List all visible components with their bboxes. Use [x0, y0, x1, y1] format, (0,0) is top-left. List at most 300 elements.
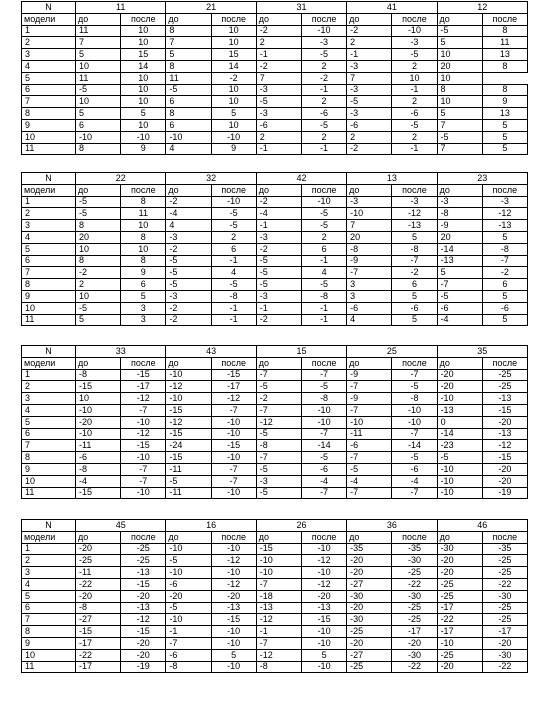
table-row [22, 428, 528, 440]
after-value-cell: -7 [301, 369, 346, 381]
after-value-cell: 10 [211, 84, 256, 96]
after-value-cell: -6 [301, 463, 346, 475]
after-value-cell: 10 [211, 37, 256, 49]
model-number-cell: 6 [22, 255, 76, 267]
after-value-cell: -1 [301, 314, 346, 326]
n-header: N [22, 346, 76, 358]
model-number-cell: 9 [22, 290, 76, 302]
model-number-cell: 2 [22, 37, 76, 49]
after-value-cell: -12 [482, 440, 527, 452]
before-value-cell: -17 [76, 637, 121, 649]
table-row [22, 463, 528, 475]
before-value-cell: 8 [76, 220, 121, 232]
before-value-cell: 20 [437, 231, 482, 243]
model-number-cell: 10 [22, 131, 76, 143]
after-value-cell: -17 [392, 626, 437, 638]
before-value-cell: -1 [166, 626, 211, 638]
before-value-cell: -3 [256, 108, 301, 120]
after-value-cell: 10 [121, 37, 166, 49]
after-value-cell: -25 [121, 555, 166, 567]
before-value-cell: -24 [166, 440, 211, 452]
table-row [22, 131, 528, 143]
data-table-1 [21, 1, 528, 155]
after-value-cell: -3 [392, 37, 437, 49]
before-value-cell: -11 [347, 428, 392, 440]
table-row [22, 567, 528, 579]
before-value-cell: 20 [347, 231, 392, 243]
after-value-cell: -25 [482, 614, 527, 626]
before-header: до [437, 531, 482, 543]
after-value-cell: -20 [121, 637, 166, 649]
after-value-cell: -20 [301, 590, 346, 602]
before-value-cell: -8 [76, 369, 121, 381]
model-number-cell: 4 [22, 231, 76, 243]
before-value-cell: 0 [437, 416, 482, 428]
before-value-cell: -20 [347, 555, 392, 567]
after-value-cell: -10 [301, 196, 346, 208]
after-value-cell: 14 [211, 60, 256, 72]
before-value-cell: -1 [347, 49, 392, 61]
before-value-cell: -8 [76, 602, 121, 614]
model-number-cell: 9 [22, 119, 76, 131]
after-value-cell: -1 [392, 143, 437, 155]
after-value-cell: -10 [211, 131, 256, 143]
model-number-cell: 7 [22, 96, 76, 108]
after-value-cell: 5 [482, 119, 527, 131]
model-header: модели [22, 184, 76, 196]
before-value-cell: -3 [256, 475, 301, 487]
after-value-cell: -12 [121, 428, 166, 440]
before-value-cell: -13 [256, 602, 301, 614]
model-number-cell: 4 [22, 578, 76, 590]
model-number-cell: 1 [22, 369, 76, 381]
before-value-cell: 7 [437, 119, 482, 131]
table-row [22, 555, 528, 567]
after-value-cell: -14 [301, 440, 346, 452]
model-number-cell: 8 [22, 626, 76, 638]
after-value-cell: 5 [211, 649, 256, 661]
before-value-cell: -9 [347, 255, 392, 267]
before-value-cell: -20 [166, 590, 211, 602]
model-number-cell: 8 [22, 279, 76, 291]
before-value-cell: -4 [256, 208, 301, 220]
before-value-cell: -11 [166, 487, 211, 499]
before-value-cell: -2 [256, 196, 301, 208]
after-value-cell: -5 [392, 381, 437, 393]
before-value-cell: 2 [347, 37, 392, 49]
model-header: модели [22, 357, 76, 369]
after-value-cell: 10 [121, 119, 166, 131]
before-value-cell: -14 [437, 428, 482, 440]
table-row [22, 25, 528, 37]
before-value-cell: -8 [76, 463, 121, 475]
model-number-cell: 10 [22, 475, 76, 487]
before-value-cell: -9 [347, 393, 392, 405]
before-value-cell: -12 [166, 381, 211, 393]
table-row [22, 267, 528, 279]
before-value-cell: -2 [256, 60, 301, 72]
before-value-cell: -2 [166, 302, 211, 314]
table-row [22, 543, 528, 555]
before-header: до [437, 13, 482, 25]
after-value-cell: -20 [392, 637, 437, 649]
after-value-cell: -5 [301, 381, 346, 393]
after-value-cell: -7 [121, 463, 166, 475]
after-header: после [301, 184, 346, 196]
after-value-cell: -10 [121, 416, 166, 428]
before-value-cell: -2 [256, 25, 301, 37]
after-header: после [482, 184, 527, 196]
after-value-cell: 11 [121, 208, 166, 220]
n-header: N [22, 173, 76, 185]
before-value-cell: -11 [76, 440, 121, 452]
after-value-cell: -5 [211, 208, 256, 220]
before-value-cell: -27 [347, 578, 392, 590]
before-value-cell: -10 [166, 393, 211, 405]
before-value-cell: -12 [256, 649, 301, 661]
after-value-cell: 15 [211, 49, 256, 61]
table-row [22, 393, 528, 405]
model-number-cell: 3 [22, 49, 76, 61]
after-value-cell: -15 [121, 440, 166, 452]
after-header: после [482, 531, 527, 543]
before-value-cell: -30 [347, 614, 392, 626]
after-value-cell: -12 [392, 208, 437, 220]
table-row [22, 231, 528, 243]
after-value-cell: -15 [482, 404, 527, 416]
after-value-cell: 8 [121, 196, 166, 208]
after-value-cell: -13 [211, 602, 256, 614]
after-value-cell: -12 [121, 614, 166, 626]
after-value-cell: -1 [211, 314, 256, 326]
before-value-cell: -7 [347, 487, 392, 499]
after-header: после [211, 13, 256, 25]
before-value-cell: -35 [347, 543, 392, 555]
before-value-cell: 10 [76, 96, 121, 108]
table-row [22, 208, 528, 220]
after-value-cell: -10 [211, 626, 256, 638]
after-value-cell: -13 [482, 393, 527, 405]
code-header: 25 [347, 346, 437, 358]
before-header: до [437, 184, 482, 196]
model-number-cell: 5 [22, 416, 76, 428]
after-value-cell: -19 [121, 661, 166, 673]
before-value-cell: 11 [76, 25, 121, 37]
after-value-cell: -13 [301, 602, 346, 614]
before-value-cell: -5 [256, 255, 301, 267]
after-value-cell: 10 [121, 96, 166, 108]
after-value-cell: -5 [211, 279, 256, 291]
before-value-cell: -3 [347, 196, 392, 208]
before-value-cell: -5 [166, 555, 211, 567]
model-number-cell: 5 [22, 243, 76, 255]
before-value-cell: -3 [166, 231, 211, 243]
after-value-cell: -20 [482, 475, 527, 487]
before-value-cell: -7 [256, 404, 301, 416]
code-header: 15 [256, 346, 346, 358]
after-value-cell: -6 [301, 108, 346, 120]
before-value-cell: -17 [437, 626, 482, 638]
after-value-cell: -25 [482, 555, 527, 567]
before-value-cell: -15 [166, 452, 211, 464]
table-row [22, 49, 528, 61]
table-row [22, 243, 528, 255]
before-value-cell: -2 [166, 314, 211, 326]
before-value-cell: -14 [437, 243, 482, 255]
after-value-cell: -13 [482, 428, 527, 440]
table-row [22, 302, 528, 314]
after-value-cell: -30 [392, 555, 437, 567]
before-value-cell: 7 [347, 72, 392, 84]
code-header: 13 [347, 173, 437, 185]
before-value-cell: -5 [347, 96, 392, 108]
before-value-cell: 10 [437, 49, 482, 61]
before-value-cell: -3 [347, 60, 392, 72]
table-row [22, 314, 528, 326]
code-header: 36 [347, 520, 437, 532]
after-value-cell: 8 [482, 84, 527, 96]
after-header: после [211, 357, 256, 369]
model-number-cell: 9 [22, 637, 76, 649]
before-value-cell: -5 [437, 131, 482, 143]
after-value-cell: -8 [211, 290, 256, 302]
before-value-cell: -11 [76, 567, 121, 579]
before-value-cell: -25 [437, 578, 482, 590]
table-row [22, 60, 528, 72]
after-value-cell: 5 [211, 108, 256, 120]
before-value-cell: -5 [76, 84, 121, 96]
before-header: до [437, 357, 482, 369]
data-table-2 [21, 172, 528, 326]
table-row [22, 404, 528, 416]
before-value-cell: -8 [347, 243, 392, 255]
table-row [22, 108, 528, 120]
before-value-cell: -13 [437, 404, 482, 416]
after-value-cell: 6 [482, 279, 527, 291]
before-value-cell: -10 [166, 614, 211, 626]
data-table-4 [21, 519, 528, 673]
after-value-cell: -20 [121, 649, 166, 661]
before-value-cell: -2 [347, 143, 392, 155]
table-row [22, 440, 528, 452]
after-header: после [301, 13, 346, 25]
before-value-cell: -10 [166, 543, 211, 555]
before-value-cell: -7 [437, 279, 482, 291]
after-value-cell: -8 [392, 243, 437, 255]
after-value-cell: 5 [392, 314, 437, 326]
model-number-cell: 11 [22, 314, 76, 326]
table-row [22, 602, 528, 614]
before-value-cell: 5 [76, 314, 121, 326]
after-value-cell: -10 [211, 416, 256, 428]
before-value-cell: 6 [166, 96, 211, 108]
before-value-cell: -3 [347, 84, 392, 96]
table-row [22, 37, 528, 49]
after-value-cell: 6 [301, 243, 346, 255]
after-value-cell: -6 [392, 108, 437, 120]
before-value-cell: 6 [76, 119, 121, 131]
model-number-cell: 3 [22, 220, 76, 232]
after-value-cell: -10 [211, 661, 256, 673]
model-number-cell: 11 [22, 487, 76, 499]
before-header: до [166, 531, 211, 543]
before-value-cell: -30 [347, 590, 392, 602]
before-value-cell: -3 [166, 290, 211, 302]
model-number-cell: 6 [22, 84, 76, 96]
model-number-cell: 2 [22, 381, 76, 393]
after-value-cell: -1 [301, 302, 346, 314]
after-value-cell: 6 [121, 279, 166, 291]
model-header: модели [22, 13, 76, 25]
after-value-cell: -1 [301, 84, 346, 96]
code-header: 32 [166, 173, 256, 185]
after-value-cell: -13 [482, 220, 527, 232]
before-value-cell: 11 [166, 72, 211, 84]
before-value-cell: -2 [256, 314, 301, 326]
table-row [22, 590, 528, 602]
after-value-cell: -35 [482, 543, 527, 555]
after-value-cell: -7 [392, 369, 437, 381]
after-value-cell: 2 [211, 231, 256, 243]
after-value-cell: -7 [301, 487, 346, 499]
after-value-cell: -25 [392, 567, 437, 579]
after-value-cell: -30 [392, 590, 437, 602]
before-value-cell: -5 [437, 25, 482, 37]
after-value-cell: 10 [211, 119, 256, 131]
before-value-cell: -5 [166, 279, 211, 291]
before-value-cell: -5 [256, 487, 301, 499]
after-header: после [301, 531, 346, 543]
before-value-cell: 10 [76, 393, 121, 405]
after-value-cell: -17 [482, 626, 527, 638]
after-value-cell: -2 [301, 72, 346, 84]
after-header: после [301, 357, 346, 369]
before-value-cell: -5 [256, 381, 301, 393]
after-value-cell: -4 [392, 475, 437, 487]
table-row [22, 220, 528, 232]
before-value-cell: -5 [256, 96, 301, 108]
before-value-cell: -25 [347, 661, 392, 673]
before-value-cell: -10 [347, 208, 392, 220]
after-value-cell: -2 [392, 267, 437, 279]
after-value-cell: -15 [121, 626, 166, 638]
after-value-cell: -10 [121, 487, 166, 499]
before-value-cell: -5 [256, 428, 301, 440]
after-value-cell: -7 [392, 255, 437, 267]
after-value-cell: 10 [121, 84, 166, 96]
after-value-cell: 5 [482, 143, 527, 155]
after-value-cell: -15 [121, 578, 166, 590]
model-number-cell: 6 [22, 428, 76, 440]
table-row [22, 661, 528, 673]
after-value-cell: -22 [392, 661, 437, 673]
after-value-cell: -17 [121, 381, 166, 393]
model-number-cell: 1 [22, 543, 76, 555]
table-row [22, 255, 528, 267]
before-value-cell: 8 [76, 143, 121, 155]
after-value-cell: -12 [482, 208, 527, 220]
after-value-cell: -30 [392, 649, 437, 661]
after-value-cell: 5 [482, 290, 527, 302]
before-value-cell: 4 [166, 143, 211, 155]
after-value-cell: -8 [482, 243, 527, 255]
after-value-cell: -10 [392, 25, 437, 37]
after-value-cell: -14 [392, 440, 437, 452]
after-value-cell: -6 [392, 463, 437, 475]
after-value-cell: -10 [301, 25, 346, 37]
before-value-cell: -5 [166, 602, 211, 614]
after-value-cell: -25 [482, 602, 527, 614]
before-value-cell: -10 [437, 487, 482, 499]
code-header: 46 [437, 520, 527, 532]
before-value-cell: -7 [166, 637, 211, 649]
table-row [22, 119, 528, 131]
after-value-cell: -10 [211, 637, 256, 649]
model-number-cell: 5 [22, 72, 76, 84]
before-header: до [256, 184, 301, 196]
after-value-cell: -5 [392, 452, 437, 464]
before-value-cell: -4 [347, 475, 392, 487]
before-value-cell: 20 [437, 60, 482, 72]
after-value-cell: -5 [392, 49, 437, 61]
after-value-cell: 2 [301, 231, 346, 243]
after-header: после [392, 184, 437, 196]
model-number-cell: 4 [22, 60, 76, 72]
before-value-cell: -22 [76, 578, 121, 590]
model-number-cell: 6 [22, 602, 76, 614]
code-header: 42 [256, 173, 346, 185]
before-header: до [166, 13, 211, 25]
before-value-cell: -20 [347, 567, 392, 579]
before-value-cell: -2 [256, 243, 301, 255]
code-header: 21 [166, 2, 256, 14]
after-value-cell: -22 [482, 578, 527, 590]
after-header: после [121, 13, 166, 25]
model-number-cell: 11 [22, 661, 76, 673]
model-number-cell: 2 [22, 208, 76, 220]
after-value-cell: 10 [121, 25, 166, 37]
table-row [22, 637, 528, 649]
after-header: после [392, 13, 437, 25]
before-value-cell: -3 [256, 84, 301, 96]
after-header: после [121, 184, 166, 196]
before-value-cell: -20 [76, 416, 121, 428]
before-value-cell: -18 [256, 590, 301, 602]
after-value-cell: -8 [301, 393, 346, 405]
before-value-cell: -1 [256, 626, 301, 638]
before-value-cell: -5 [437, 290, 482, 302]
before-value-cell: -5 [256, 463, 301, 475]
after-value-cell: -10 [392, 404, 437, 416]
before-value-cell: -3 [256, 290, 301, 302]
after-value-cell: -13 [121, 567, 166, 579]
after-value-cell: -10 [121, 131, 166, 143]
after-value-cell: 2 [301, 131, 346, 143]
after-value-cell: -20 [211, 590, 256, 602]
after-value-cell: 5 [301, 649, 346, 661]
table-row [22, 196, 528, 208]
model-number-cell: 8 [22, 452, 76, 464]
before-value-cell: -10 [76, 131, 121, 143]
before-value-cell: -7 [347, 267, 392, 279]
after-value-cell: -10 [301, 637, 346, 649]
before-value-cell: -20 [437, 661, 482, 673]
table-row [22, 578, 528, 590]
after-value-cell: -3 [482, 196, 527, 208]
after-header: после [482, 13, 527, 25]
before-value-cell: 7 [256, 72, 301, 84]
after-value-cell: -12 [301, 555, 346, 567]
